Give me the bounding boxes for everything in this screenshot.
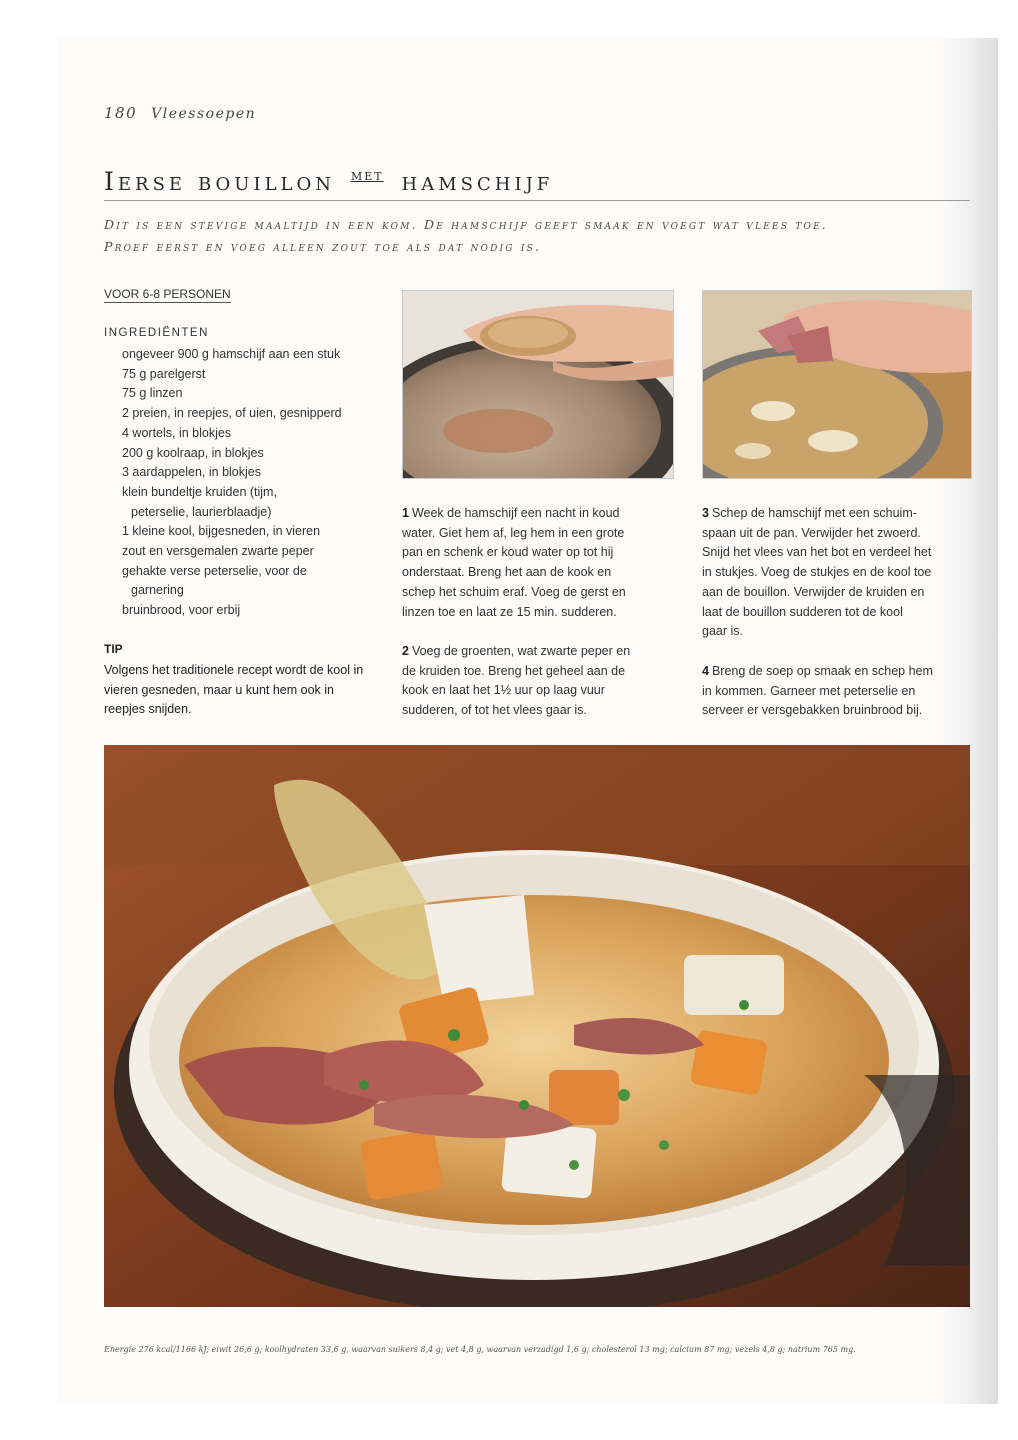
step-photo-ham	[702, 290, 972, 479]
soup-bowl-illustration	[104, 745, 970, 1307]
ingredient-item: 2 preien, in reepjes, of uien, gesnipperd	[122, 406, 342, 421]
step-line: serveer er versgebakken bruinbrood bij.	[702, 703, 923, 718]
intro-line: Proef eerst en voeg alleen zout toe als dat nodig is.	[104, 239, 542, 254]
step-line: sudderen, of tot het vlees gaar is.	[402, 703, 587, 718]
step-line: Schep de hamschijf met een schuim-	[711, 506, 917, 520]
intro-line: Dit is een stevige maaltijd in een kom. De hamschijf geeft smaak en voegt wat vlees toe.	[104, 217, 828, 232]
title-part-1: Ierse bouillon	[104, 167, 335, 196]
step-number: 3	[702, 506, 709, 520]
step-number: 1	[402, 506, 409, 520]
step-line: laat de bouillon sudderen tot de kool	[702, 604, 903, 619]
ingredient-item: 200 g koolraap, in blokjes	[122, 445, 264, 460]
ingredient-item: garnering	[131, 583, 184, 598]
tip-text: Volgens het traditionele recept wordt de kool in vieren gesneden, maar u kunt hem ook in reepjes snijden.	[104, 663, 364, 717]
step-line: water. Giet hem af, leg hem in een grote	[402, 525, 625, 540]
step-line: linzen toe en laat ze 15 min. sudderen.	[402, 604, 617, 619]
step-line: Snijd het vlees van het bot en verdeel het	[702, 545, 932, 560]
step-line: Breng de soep op smaak en schep hem	[711, 664, 933, 678]
ingredient-item: zout en versgemalen zwarte peper	[122, 544, 314, 559]
ingredient-item: 4 wortels, in blokjes	[122, 425, 232, 440]
step-2	[402, 642, 674, 721]
ingredient-item: 75 g linzen	[122, 386, 183, 401]
nutrition-info: Energie 276 kcal/1166 kJ; eiwit 26,6 g; koolhydraten 33,6 g, waarvan suikers 8,4 g; vet 4,8 g, waarvan verzadigd 1,6 g; cholesterol 13 mg; calcium 87 mg; vezels 4,8 g; natrium 765 mg.	[104, 1345, 856, 1354]
title-rule	[104, 200, 970, 201]
tip-heading: TIP	[104, 642, 123, 656]
step-line: spaan uit de pan. Verwijder het zwoerd.	[702, 525, 921, 540]
recipe-intro	[104, 214, 964, 258]
ingredient-item: 1 kleine kool, bijgesneden, in vieren	[122, 524, 321, 539]
title-part-2: hamschijf	[401, 167, 554, 196]
ingredient-item: gehakte verse peterselie, voor de	[122, 563, 307, 578]
step-number: 2	[402, 644, 409, 658]
ingredient-item: ongeveer 900 g hamschijf aan een stuk	[122, 347, 341, 361]
step-line: de kruiden toe. Breng het geheel aan de	[402, 663, 626, 678]
soup-bowl-photo	[104, 745, 970, 1307]
step-1	[402, 504, 674, 622]
step-line: kook en laat het 1½ uur op laag vuur	[402, 683, 605, 698]
title-connector: MET	[350, 170, 384, 183]
barley-photo-illustration	[403, 291, 673, 478]
ingredients-heading: INGREDIËNTEN	[104, 327, 209, 339]
ingredient-item: 3 aardappelen, in blokjes	[122, 465, 261, 480]
ingredient-item: 75 g parelgerst	[122, 366, 206, 381]
ham-photo-illustration	[703, 291, 971, 478]
step-line: in stukjes. Voeg de stukjes en de kool toe	[702, 565, 932, 580]
step-number: 4	[702, 664, 709, 678]
step-3	[702, 504, 974, 642]
step-line: aan de bouillon. Verwijder de kruiden en	[702, 584, 925, 599]
page-number: 180	[104, 104, 138, 122]
step-line: gaar is.	[702, 624, 743, 639]
step-photo-barley	[402, 290, 674, 479]
ingredient-item: klein bundeltje kruiden (tijm,	[122, 484, 277, 499]
recipe-title	[104, 167, 553, 196]
ingredients-list	[122, 345, 384, 621]
ingredient-item: peterselie, laurierblaadje)	[131, 504, 272, 519]
step-line: Week de hamschijf een nacht in koud	[411, 506, 620, 520]
step-line: in kommen. Garneer met peterselie en	[702, 683, 916, 698]
servings: VOOR 6-8 PERSONEN	[104, 287, 231, 301]
step-line: Voeg de groenten, wat zwarte peper en	[411, 644, 631, 658]
step-line: schep het schuim eraf. Voeg de gerst en	[402, 584, 626, 599]
step-4	[702, 662, 974, 721]
step-line: onderstaat. Breng het aan de kook en	[402, 565, 612, 580]
step-line: pan en schenk er koud water op tot hij	[402, 545, 614, 560]
ingredient-item: bruinbrood, voor erbij	[122, 603, 241, 618]
section-name: Vleessoepen	[151, 106, 257, 122]
running-head	[104, 104, 256, 122]
